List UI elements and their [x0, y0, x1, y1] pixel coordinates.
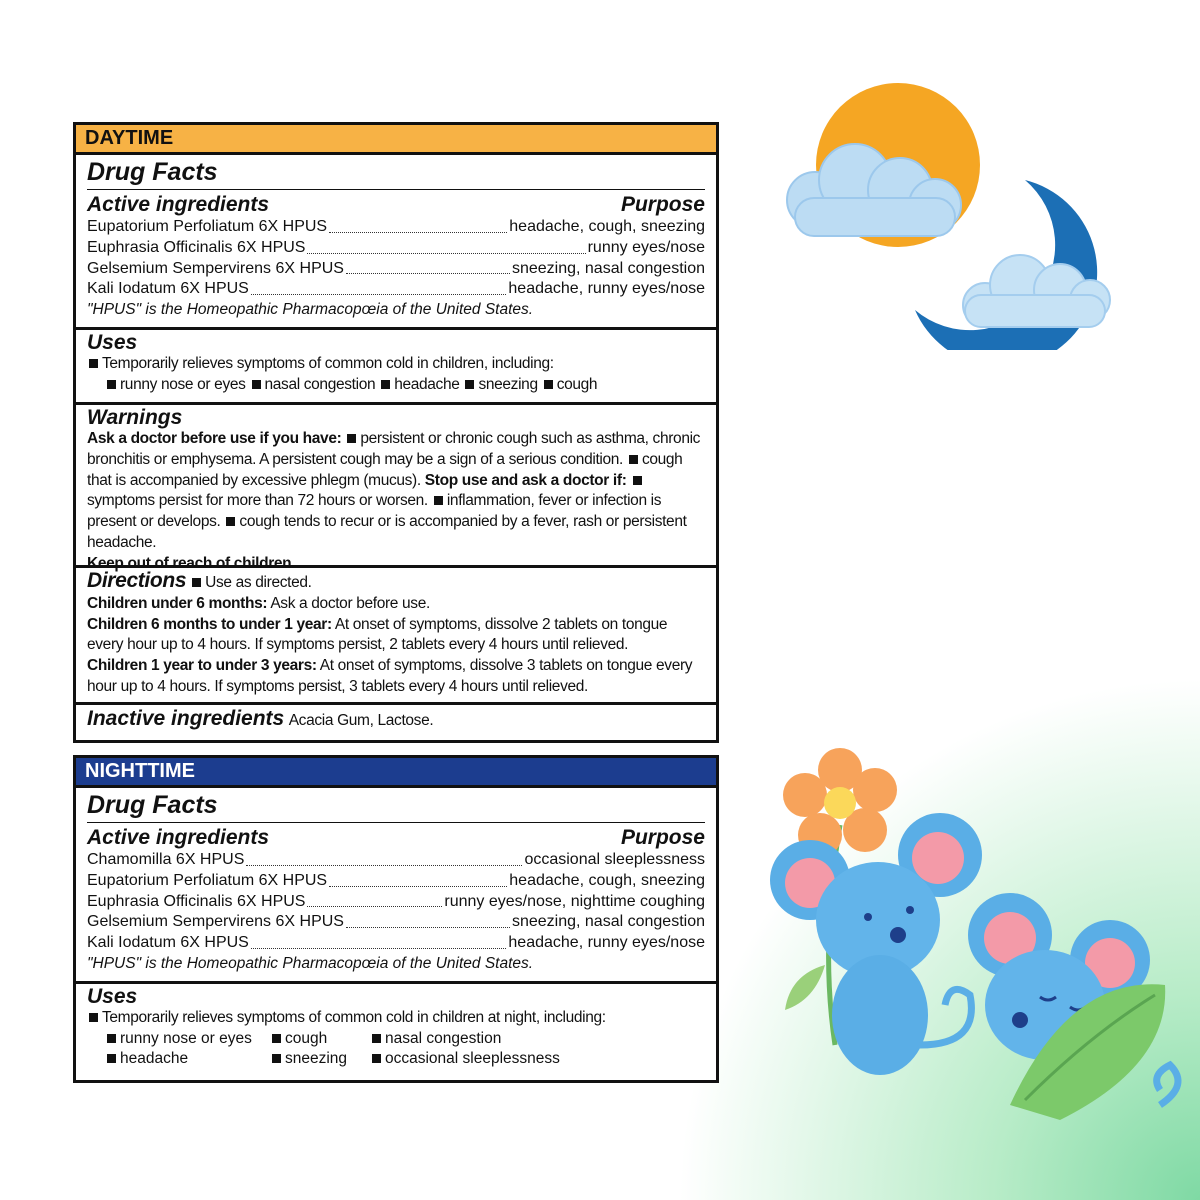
nighttime-drug-facts-title: Drug Facts: [87, 790, 705, 823]
dir-label: Children 1 year to under 3 years:: [87, 657, 317, 675]
ingredient-row: [87, 259, 705, 280]
bullet-square-icon: [107, 380, 116, 389]
daytime-band: DAYTIME: [76, 125, 716, 155]
ingredient-purpose: headache, runny eyes/nose: [508, 280, 705, 298]
ingredient-name: Gelsemium Sempervirens 6X HPUS: [87, 913, 344, 931]
use-item-text: nasal congestion: [385, 1029, 502, 1047]
uses-intro-line: [87, 1008, 705, 1029]
ingredient-purpose: headache, runny eyes/nose: [508, 934, 705, 952]
daytime-warnings-section: [76, 405, 716, 572]
nighttime-drug-facts-panel: [73, 755, 719, 1083]
ingredient-row: [87, 912, 705, 933]
bullet-square-icon: [633, 476, 642, 485]
ingredient-purpose: occasional sleeplessness: [524, 851, 705, 868]
bullet-square-icon: [272, 1034, 281, 1043]
ingredient-name: Eupatorium Perfoliatum 6X HPUS: [87, 871, 328, 889]
inactive-text: Acacia Gum, Lactose.: [288, 712, 434, 729]
dir-text: Ask a doctor before use.: [270, 594, 430, 612]
use-item: [370, 1029, 670, 1050]
nighttime-uses-section: [76, 984, 716, 1074]
bullet-square-icon: [107, 1034, 116, 1043]
ingredient-name: Euphrasia Officinalis 6X HPUS: [87, 238, 306, 256]
daytime-active-header-row: [87, 193, 705, 217]
leader-dots: [251, 279, 507, 295]
bullet-square-icon: [89, 1013, 98, 1022]
directions-6mo-to-1yr: [87, 615, 705, 657]
sun-moon-cloud-illustration: [775, 80, 1115, 350]
ingredient-row: [87, 933, 705, 954]
use-item: headache: [394, 375, 460, 393]
uses-items-grid: [87, 1029, 705, 1070]
uses-intro: Temporarily relieves symptoms of common cold in children, including:: [102, 355, 554, 372]
ingredient-purpose: headache, cough, sneezing: [509, 218, 705, 235]
use-item: [270, 1049, 370, 1070]
ingredient-row: [87, 238, 705, 259]
bullet-square-icon: [434, 496, 443, 505]
hpus-note: "HPUS" is the Homeopathic Pharmacopœia of the United States.: [87, 954, 534, 972]
bullet-square-icon: [272, 1054, 281, 1063]
daytime-inactive-section: [76, 705, 716, 746]
uses-heading: Uses: [87, 331, 138, 354]
directions-1yr-to-3yr: [87, 656, 705, 698]
directions-intro: Use as directed.: [205, 574, 312, 591]
leader-dots: [246, 850, 522, 866]
ingredient-purpose: runny eyes/nose: [587, 238, 705, 256]
bullet-square-icon: [226, 517, 235, 526]
leader-dots: [346, 259, 510, 275]
use-item: [105, 1029, 270, 1050]
dir-label: Children 6 months to under 1 year:: [87, 615, 332, 633]
bullet-square-icon: [89, 359, 98, 368]
use-item: runny nose or eyes: [120, 375, 246, 393]
dir-text: At onset of symptoms, dissolve 2 tablets on tongue every hour up to 4 hours. If symptoms persist, 2 tablets every 4 hours until relieved.: [87, 615, 668, 654]
warn-ask-2: cough that is accompanied by excessive phlegm (mucus).: [87, 450, 683, 489]
warn-ask-label: Ask a doctor before use if you have:: [87, 430, 342, 447]
uses-items-line: [87, 375, 705, 396]
bullet-square-icon: [381, 380, 390, 389]
nighttime-purpose-heading: Purpose: [620, 826, 705, 849]
leader-dots: [329, 217, 507, 233]
uses-intro: Temporarily relieves symptoms of common cold in children at night, including:: [102, 1009, 606, 1026]
uses-heading: Uses: [87, 985, 138, 1008]
warn-keep-out: Keep out of reach of children.: [87, 554, 296, 572]
uses-intro-line: [87, 354, 705, 375]
daytime-active-ingredients-section: [76, 155, 716, 330]
bullet-square-icon: [107, 1054, 116, 1063]
use-item: cough: [556, 375, 598, 393]
ingredient-row: [87, 279, 705, 300]
ingredient-purpose: sneezing, nasal congestion: [511, 259, 705, 277]
directions-first-line: [87, 570, 705, 594]
leader-dots: [329, 871, 507, 887]
ingredient-name: Euphrasia Officinalis 6X HPUS: [87, 892, 306, 910]
ingredient-row: [87, 871, 705, 892]
warn-stop-1: symptoms persist for more than 72 hours or worsen.: [87, 492, 428, 510]
daytime-drug-facts-panel: [73, 122, 719, 743]
warnings-heading: Warnings: [87, 406, 183, 429]
blue-mouse-icon: [770, 813, 982, 1075]
ingredient-row: [87, 217, 705, 238]
use-item: [370, 1049, 670, 1070]
directions-under6: [87, 594, 705, 615]
dir-text: At onset of symptoms, dissolve 3 tablets on tongue every hour up to 4 hours. If symptoms persist, 3 tablets every 4 hours until relieved.: [87, 657, 693, 695]
daytime-drug-facts-title: Drug Facts: [87, 157, 705, 190]
hpus-note: "HPUS" is the Homeopathic Pharmacopœia of the United States.: [87, 301, 534, 319]
directions-heading: Directions: [87, 569, 187, 592]
ingredient-name: Kali Iodatum 6X HPUS: [87, 934, 249, 952]
ingredient-row: [87, 850, 705, 871]
nighttime-band: NIGHTTIME: [76, 758, 716, 788]
nighttime-active-ingredients-heading: Active ingredients: [87, 826, 270, 849]
use-item: [105, 1049, 270, 1070]
ingredient-name: Kali Iodatum 6X HPUS: [87, 280, 249, 298]
daytime-active-ingredients-heading: Active ingredients: [87, 193, 270, 216]
use-item-text: cough: [285, 1029, 328, 1047]
bullet-square-icon: [192, 578, 201, 587]
bullet-square-icon: [544, 380, 553, 389]
ingredient-purpose: headache, cough, sneezing: [509, 871, 705, 889]
nighttime-active-ingredients-section: [76, 788, 716, 984]
daytime-purpose-heading: Purpose: [620, 193, 705, 216]
nighttime-active-header-row: [87, 826, 705, 850]
use-item: nasal congestion: [264, 375, 376, 393]
daytime-directions-section: [76, 568, 716, 705]
use-item-text: runny nose or eyes: [120, 1029, 252, 1047]
daytime-uses-section: [76, 330, 716, 405]
use-item: [270, 1029, 370, 1050]
ingredient-row: [87, 892, 705, 913]
ingredient-purpose: sneezing, nasal congestion: [511, 913, 705, 931]
use-item-text: occasional sleeplessness: [385, 1050, 560, 1068]
ingredient-name: Gelsemium Sempervirens 6X HPUS: [87, 259, 344, 277]
bullet-square-icon: [372, 1034, 381, 1043]
warnings-body: [87, 429, 705, 575]
bullet-square-icon: [252, 380, 261, 389]
leader-dots: [307, 892, 442, 908]
ingredient-purpose: runny eyes/nose, nighttime coughing: [444, 892, 705, 910]
inactive-heading: Inactive ingredients: [87, 707, 285, 730]
warn-ask-1: persistent or chronic cough such as asthma, chronic bronchitis or emphysema. A persistent cough may be a sign of a serious condition.: [87, 430, 701, 468]
leader-dots: [346, 912, 510, 928]
warn-stop-label: Stop use and ask a doctor if:: [424, 471, 627, 489]
warn-stop-2: inflammation, fever or infection is present or develops.: [87, 492, 662, 531]
use-item-text: sneezing: [285, 1050, 348, 1068]
bullet-square-icon: [372, 1054, 381, 1063]
dir-label: Children under 6 months:: [87, 594, 268, 612]
use-item-text: headache: [120, 1050, 189, 1068]
ingredient-name: Chamomilla 6X HPUS: [87, 851, 245, 868]
mice-illustration: [770, 745, 1190, 1145]
bullet-square-icon: [347, 434, 356, 443]
use-item: sneezing: [478, 375, 538, 393]
leader-dots: [307, 238, 585, 254]
warn-stop-3: cough tends to recur or is accompanied by a fever, rash or persistent headache.: [87, 513, 687, 551]
bullet-square-icon: [465, 380, 474, 389]
leader-dots: [251, 933, 507, 949]
ingredient-name: Eupatorium Perfoliatum 6X HPUS: [87, 218, 328, 235]
bullet-square-icon: [629, 455, 638, 464]
